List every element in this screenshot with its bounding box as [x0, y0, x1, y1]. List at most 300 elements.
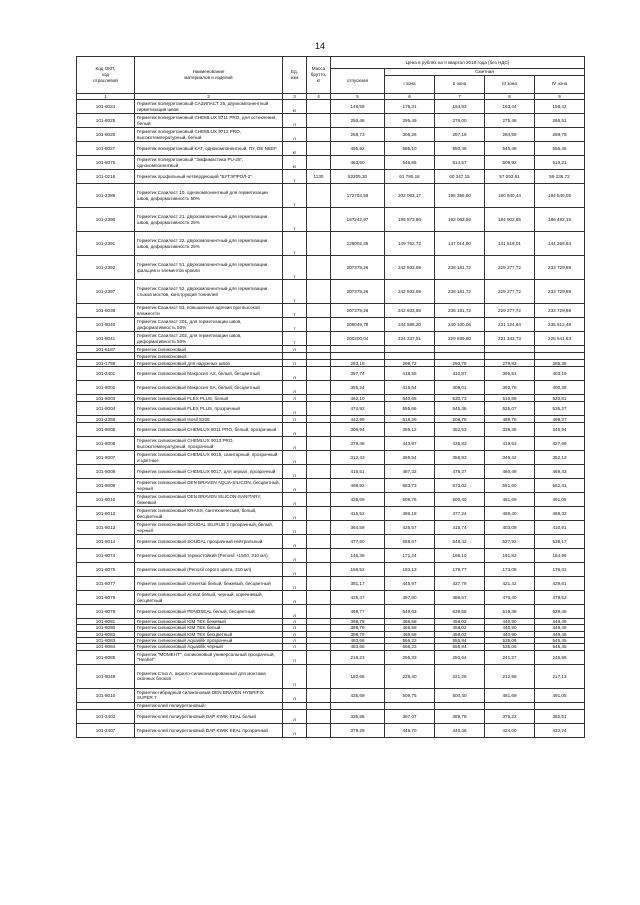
header-code: Код ОКП, код отраслевой [77, 57, 135, 94]
row-zone-2-price [435, 702, 485, 709]
table-row [77, 304, 585, 318]
column-number: 5 [331, 93, 385, 100]
row-zone-1-price: 426,57 [385, 521, 435, 535]
row-zone-3-price: 163,44 [485, 100, 535, 114]
row-unit: л [283, 416, 307, 423]
table-row [77, 423, 585, 437]
row-mass [307, 318, 331, 332]
row-release-price: 172703,59 [331, 184, 385, 208]
header-name: Наименование материалов и изделий [135, 57, 283, 94]
row-zone-1-price: 242 933,69 [385, 304, 435, 318]
row-zone-4-price: 144 266,64 [535, 232, 585, 256]
row-zone-4-price: 468,32 [535, 507, 585, 521]
row-zone-3-price: 231 124,64 [485, 318, 535, 332]
row-zone-2-price: 418,74 [435, 521, 485, 535]
row-release-price: 335,85 [331, 709, 385, 723]
price-table [76, 56, 585, 738]
header-estimate: Сметная [385, 69, 585, 76]
row-zone-2-price: 358,83 [435, 451, 485, 465]
row-zone-2-price: 508,78 [435, 416, 485, 423]
row-mass [307, 114, 331, 128]
row-zone-3-price: 440,90 [485, 631, 535, 637]
row-zone-3-price: 190 940,44 [485, 184, 535, 208]
row-name: Герметик силиконовый CHEMLUX 9011 PRO, белый, прозрачный [135, 423, 283, 437]
row-unit: л [283, 619, 307, 625]
row-zone-1-price: 466,58 [385, 631, 435, 637]
row-unit: т [283, 280, 307, 304]
row-name: Герметик силиконовый Universal белый, бежевый, бесцветный [135, 577, 283, 591]
table-row [77, 521, 585, 535]
row-mass [307, 304, 331, 318]
row-code: 101-2402 [77, 709, 135, 723]
row-unit: л [283, 451, 307, 465]
row-zone-4-price: 410,91 [535, 521, 585, 535]
row-release-price: 498,92 [331, 479, 385, 493]
row-unit: л [283, 709, 307, 723]
row-zone-3-price: 535,06 [485, 644, 535, 650]
row-zone-3-price: 481,69 [485, 688, 535, 702]
row-mass [307, 702, 331, 709]
row-name: Герметик силиконовый Макросил SA, белый, бесцветный [135, 381, 283, 395]
row-code: 101-8007 [77, 451, 135, 465]
row-mass [307, 535, 331, 549]
row-zone-3-price [485, 346, 535, 353]
row-mass [307, 577, 331, 591]
header-zone-2: II зона [435, 75, 485, 93]
row-code [77, 702, 135, 709]
row-code: 101-8014 [77, 535, 135, 549]
row-mass [307, 437, 331, 451]
row-code: 101-8085 [77, 650, 135, 664]
row-mass [307, 521, 331, 535]
row-release-price: 207379,26 [331, 304, 385, 318]
row-release-price: 381,17 [331, 577, 385, 591]
row-code: 101-8074 [77, 549, 135, 563]
table-row [77, 156, 585, 170]
row-zone-2-price: 555,84 [435, 644, 485, 650]
row-mass [307, 332, 331, 346]
row-zone-2-price: 352,53 [435, 423, 485, 437]
row-name: Герметик "МОМЕНТ", силиконовый универсальный прозрачный, "Henkel" [135, 650, 283, 664]
row-name: Герметик Сазиласт 22, двухкомпонентный для герметизации швов, деформативность 25% [135, 232, 283, 256]
row-zone-2-price: 488,67 [435, 591, 485, 605]
row-zone-3-price: 221 343,73 [485, 332, 535, 346]
row-zone-1-price: 225,40 [385, 664, 435, 688]
table-row [77, 650, 585, 664]
header-zone-3: III зона [485, 75, 535, 93]
row-code: 101-8083 [77, 638, 135, 644]
row-zone-2-price: 548,42 [435, 535, 485, 549]
row-zone-2-price: 238 181,72 [435, 280, 485, 304]
row-unit: л [283, 423, 307, 437]
table-row [77, 493, 585, 507]
row-mass [307, 664, 331, 688]
row-code: 101-8079 [77, 605, 135, 619]
row-unit: кг [283, 156, 307, 170]
row-zone-4-price: 235 612,48 [535, 318, 585, 332]
row-zone-4-price: 233 729,69 [535, 280, 585, 304]
table-row [77, 723, 585, 737]
row-name: Герметик силиконовый DEN BRAVEN SILICON-SANITARY, бежевый [135, 493, 283, 507]
table-row [77, 184, 585, 208]
row-release-price: 209049,78 [331, 318, 385, 332]
row-name: Герметик полиуретановый KAT, однокомпонентный, ПУ, DE NEEF [135, 142, 283, 156]
row-mass [307, 402, 331, 416]
row-release-price: 435,69 [331, 688, 385, 702]
row-name: Герметик силиконовый CHEMLUX 9013 PRO, высокотемпературный, прозрачный [135, 437, 283, 451]
row-name: Герметик полиуретановый CHEMLUX 9711 PRO, для остекления, белый [135, 114, 283, 128]
row-zone-4-price: 449,46 [535, 619, 585, 625]
row-zone-4-price: 403,19 [535, 367, 585, 381]
row-zone-3-price: 345,42 [485, 451, 535, 465]
row-zone-4-price: 535,27 [535, 402, 585, 416]
column-number: 1 [77, 93, 135, 100]
row-unit: л [283, 381, 307, 395]
row-release-price: 312,43 [331, 451, 385, 465]
row-unit: л [283, 535, 307, 549]
row-zone-4-price: 289,78 [535, 128, 585, 142]
column-number: 3 [283, 93, 307, 100]
table-row [77, 232, 585, 256]
row-name: Герметик полиуретановый "Эмфимастика PU-25", однокомпонентный [135, 156, 283, 170]
row-release-price: 398,79 [331, 625, 385, 631]
row-release-price: 218,23 [331, 650, 385, 664]
table-row [77, 577, 585, 591]
row-code: 101-8004 [77, 402, 135, 416]
row-mass [307, 591, 331, 605]
header-zone-1: I зона [385, 75, 435, 93]
row-unit: кг [283, 100, 307, 114]
row-zone-2-price: 477,24 [435, 507, 485, 521]
row-name: Герметик силиконовый FLEX PLUS, белый [135, 395, 283, 402]
row-zone-1-price: 359,12 [385, 423, 435, 437]
row-zone-3-price: 509,92 [485, 156, 535, 170]
row-zone-1-price: 418,55 [385, 367, 435, 381]
table-row [77, 402, 585, 416]
row-zone-3-price: 229 277,72 [485, 304, 535, 318]
row-zone-2-price: 458,02 [435, 625, 485, 631]
row-release-price: 306,94 [331, 423, 385, 437]
table-row [77, 416, 585, 423]
row-name: Герметик Стиз А, акрило-силиконизированный для монтажа оконных блоков [135, 664, 283, 688]
row-mass [307, 709, 331, 723]
row-unit: л [283, 521, 307, 535]
row-zone-4-price: 233 729,69 [535, 304, 585, 318]
row-release-price: 469,77 [331, 605, 385, 619]
table-row [77, 437, 585, 451]
row-unit: л [283, 465, 307, 479]
column-number: 6 [385, 93, 435, 100]
row-zone-3-price: 403,09 [485, 521, 535, 535]
row-mass [307, 416, 331, 423]
row-zone-3-price: 375,22 [485, 709, 535, 723]
table-row [77, 256, 585, 280]
row-code: 101-8003 [77, 395, 135, 402]
row-code: 101-1759 [77, 360, 135, 367]
row-mass [307, 360, 331, 367]
row-zone-1-price: 183,13 [385, 563, 435, 577]
row-release-price: 146,36 [331, 549, 385, 563]
row-zone-3-price: 279,82 [485, 360, 535, 367]
row-zone-3-price: 57 093,61 [485, 170, 535, 184]
row-zone-1-price: 445,97 [385, 577, 435, 591]
row-release-price: 463,50 [331, 156, 385, 170]
row-zone-1-price [385, 353, 435, 360]
row-name: Герметик силиконовый [135, 346, 283, 353]
row-code: 101-8013 [77, 521, 135, 535]
row-zone-2-price [435, 353, 485, 360]
row-release-price [331, 353, 385, 360]
row-zone-3-price: 339,35 [485, 423, 535, 437]
row-zone-4-price: 555,45 [535, 142, 585, 156]
row-zone-3-price: 184 902,65 [485, 208, 535, 232]
row-zone-2-price: 164,93 [435, 100, 485, 114]
row-code: 101-8041 [77, 332, 135, 346]
row-unit: л [283, 402, 307, 416]
row-code: 101-8080 [77, 625, 135, 631]
row-zone-1-price [385, 702, 435, 709]
row-release-price: 483,66 [331, 644, 385, 650]
row-zone-1-price: 509,76 [385, 493, 435, 507]
row-zone-3-price: 460,49 [485, 465, 535, 479]
row-release-price: 379,29 [331, 723, 385, 737]
row-zone-4-price: 245,96 [535, 650, 585, 664]
row-zone-1-price: 486,18 [385, 507, 435, 521]
header-mass: Масса брутто, кг [307, 57, 331, 94]
row-zone-4-price: 529,46 [535, 605, 585, 619]
row-zone-3-price: 173,05 [485, 563, 535, 577]
row-zone-1-price: 555,66 [385, 402, 435, 416]
row-code: 101-8006 [77, 437, 135, 451]
row-zone-4-price: 186 492,15 [535, 208, 585, 232]
row-zone-2-price: 437,79 [435, 577, 485, 591]
row-unit: л [283, 638, 307, 644]
row-release-price: 435,69 [331, 493, 385, 507]
row-name: Герметик силиконовый KIM TEK бежевый [135, 619, 283, 625]
row-mass [307, 451, 331, 465]
row-zone-4-price: 520,81 [535, 395, 585, 402]
row-zone-2-price: 410,87 [435, 367, 485, 381]
row-mass [307, 605, 331, 619]
row-unit [283, 353, 307, 360]
row-name: Герметик силиконовый PENOSEAL белый, бесцветный [135, 605, 283, 619]
table-row [77, 709, 585, 723]
row-zone-3-price: 440,90 [485, 625, 535, 631]
row-zone-2-price: 221,26 [435, 664, 485, 688]
row-unit: л [283, 577, 307, 591]
column-number: 8 [485, 93, 535, 100]
page-number: 14 [314, 41, 325, 51]
header-zone-4: IV зона [535, 75, 585, 93]
row-name: Герметик силиконовый Acetat белый, черный, коричневый, бесцветный [135, 591, 283, 605]
row-zone-3-price: 535,06 [485, 638, 535, 644]
row-zone-2-price: 435,83 [435, 437, 485, 451]
row-zone-4-price: 469,43 [535, 465, 585, 479]
row-zone-2-price: 530,73 [435, 395, 485, 402]
column-number: 4 [307, 93, 331, 100]
row-release-price: 379,46 [331, 437, 385, 451]
row-zone-3-price: 519,38 [485, 605, 535, 619]
row-unit: л [283, 688, 307, 702]
row-zone-2-price: 287,19 [435, 128, 485, 142]
header-unit: Ед. изм [283, 57, 307, 94]
row-zone-4-price: 491,05 [535, 493, 585, 507]
row-code: 101-8077 [77, 577, 135, 591]
row-code: 101-0216 [77, 170, 135, 184]
row-zone-2-price: 290,79 [435, 360, 485, 367]
row-zone-4-price: 499,27 [535, 416, 585, 423]
row-zone-4-price: 449,46 [535, 625, 585, 631]
row-unit: т [283, 318, 307, 332]
table-row [77, 100, 585, 114]
row-zone-1-price: 242 933,69 [385, 280, 435, 304]
row-release-price: 474,92 [331, 402, 385, 416]
row-zone-1-price: 566,23 [385, 638, 435, 644]
row-zone-2-price: 550,46 [435, 142, 485, 156]
row-name: Герметик-гибридный силиконовый DEN BRAVEN HYBRIFIX SUPER 7 [135, 688, 283, 702]
row-zone-3-price: 525,07 [485, 402, 535, 416]
row-release-price [331, 702, 385, 709]
row-zone-1-price: 497,80 [385, 591, 435, 605]
row-unit: л [283, 631, 307, 637]
row-zone-1-price: 518,29 [385, 416, 435, 423]
row-zone-1-price: 305,26 [385, 128, 435, 142]
row-mass [307, 128, 331, 142]
row-zone-1-price: 295,49 [385, 114, 435, 128]
row-release-price: 462,10 [331, 395, 385, 402]
row-code: 101-8076 [77, 156, 135, 170]
row-unit: т [283, 332, 307, 346]
table-row [77, 465, 585, 479]
row-name: Герметик силиконовый термостойкий (Penosil +1500, 310 мл) [135, 549, 283, 563]
row-release-price: 258,73 [331, 128, 385, 142]
header-price-title: Цена в рублях на II квартал 2018 года (без НДС) [331, 57, 585, 69]
row-zone-4-price: 432,24 [535, 723, 585, 737]
row-code [77, 353, 135, 360]
row-release-price: 442,99 [331, 416, 385, 423]
row-name: Герметик Сазиласт 52, двухкомпонентный для герметизации стыков мостов, конструкций тоннелей [135, 280, 283, 304]
row-release-price: 148,59 [331, 100, 385, 114]
row-zone-2-price: 179,77 [435, 563, 485, 577]
row-zone-1-price: 202 063,17 [385, 184, 435, 208]
row-unit: л [283, 625, 307, 631]
row-zone-3-price: 229 277,72 [485, 256, 535, 280]
row-name: Герметик силиконовый DEN BRAVEN AQUA-SILICON, бесцветный, черный [135, 479, 283, 493]
row-mass: 1130 [307, 170, 331, 184]
row-zone-1-price: 583,73 [385, 479, 435, 493]
row-zone-2-price: 555,84 [435, 638, 485, 644]
row-code: 101-8010 [77, 493, 135, 507]
row-zone-3-price: 284,59 [485, 128, 535, 142]
row-name: Герметик силиконовый Макросил АХ, белый, бесцветный [135, 367, 283, 381]
table-row [77, 360, 585, 367]
row-unit: кг [283, 142, 307, 156]
row-release-price: 167242,97 [331, 208, 385, 232]
table-row [77, 563, 585, 577]
row-zone-3-price: 212,99 [485, 664, 535, 688]
row-zone-4-price: 400,38 [535, 381, 585, 395]
row-name: Герметик силиконовый CHEMLUX 9015, санитарный, прозрачный и цветные [135, 451, 283, 465]
row-name: Герметик силиконовый KIM TEK белый [135, 625, 283, 631]
row-release-price: 398,79 [331, 631, 385, 637]
row-unit: л [283, 664, 307, 688]
row-mass [307, 479, 331, 493]
row-name: Герметик силиконовый CHEMLUX 9017, для зеркал, прозрачный [135, 465, 283, 479]
table-row [77, 170, 585, 184]
row-release-price: 52205,30 [331, 170, 385, 184]
table-row [77, 128, 585, 142]
row-zone-1-price: 244 588,20 [385, 318, 435, 332]
row-release-price: 364,59 [331, 521, 385, 535]
row-name: Герметик Сазиласт 201, для герметизации швов, деформативность 50% [135, 318, 283, 332]
row-zone-4-price: 352,13 [535, 451, 585, 465]
row-zone-1-price: 558,67 [385, 535, 435, 549]
row-zone-2-price: 192 063,56 [435, 208, 485, 232]
row-zone-3-price: 545,48 [485, 142, 535, 156]
row-unit: л [283, 591, 307, 605]
row-code: 101-8008 [77, 465, 135, 479]
row-zone-4-price: 491,05 [535, 688, 585, 702]
row-zone-2-price: 478,37 [435, 465, 485, 479]
row-unit: т [283, 208, 307, 232]
row-release-price: 415,52 [331, 507, 385, 521]
row-name: Герметик Сазиласт 21, двухкомпонентный для герметизации швов, деформативность 25% [135, 208, 283, 232]
row-unit: л [283, 395, 307, 402]
row-unit: л [283, 114, 307, 128]
row-zone-1-price: 546,85 [385, 156, 435, 170]
table-row [77, 535, 585, 549]
row-name: Герметик силиконовый SOUDAL прозрачный нейтральный [135, 535, 283, 549]
table-row [77, 142, 585, 156]
row-name: Герметик Сазиласт 10, однокомпонентный для герметизации швов, деформативность 50% [135, 184, 283, 208]
row-unit: т [283, 170, 307, 184]
row-zone-4-price: 519,21 [535, 156, 585, 170]
row-unit [283, 702, 307, 709]
row-code: 101-2391 [77, 232, 135, 256]
row-zone-4-price: 194 546,05 [535, 184, 585, 208]
row-zone-2-price: 500,40 [435, 493, 485, 507]
row-mass [307, 549, 331, 563]
row-zone-1-price: 365,54 [385, 451, 435, 465]
row-zone-4-price: 217,13 [535, 664, 585, 688]
row-unit: л [283, 644, 307, 650]
row-zone-4-price: 285,35 [535, 360, 585, 367]
table-row [77, 664, 585, 688]
row-zone-2-price: 389,78 [435, 709, 485, 723]
row-zone-3-price: 275,48 [485, 114, 535, 128]
table-row [77, 280, 585, 304]
row-mass [307, 423, 331, 437]
row-code: 101-8027 [77, 142, 135, 156]
row-code: 101-8081 [77, 619, 135, 625]
row-mass [307, 353, 331, 360]
row-code: 101-8084 [77, 644, 135, 650]
row-unit: л [283, 723, 307, 737]
row-zone-3-price: 161,82 [485, 549, 535, 563]
row-unit: л [283, 563, 307, 577]
row-zone-2-price: 168,10 [435, 549, 485, 563]
row-zone-3-price: 527,92 [485, 535, 535, 549]
row-name: Герметик силиконовый Aquasilik прозрачный [135, 638, 283, 644]
row-mass [307, 280, 331, 304]
row-zone-3-price: 459,40 [485, 507, 535, 521]
table-row [77, 395, 585, 402]
row-mass [307, 723, 331, 737]
row-mass [307, 381, 331, 395]
row-zone-2-price: 440,46 [435, 723, 485, 737]
row-unit: т [283, 256, 307, 280]
table-row [77, 591, 585, 605]
